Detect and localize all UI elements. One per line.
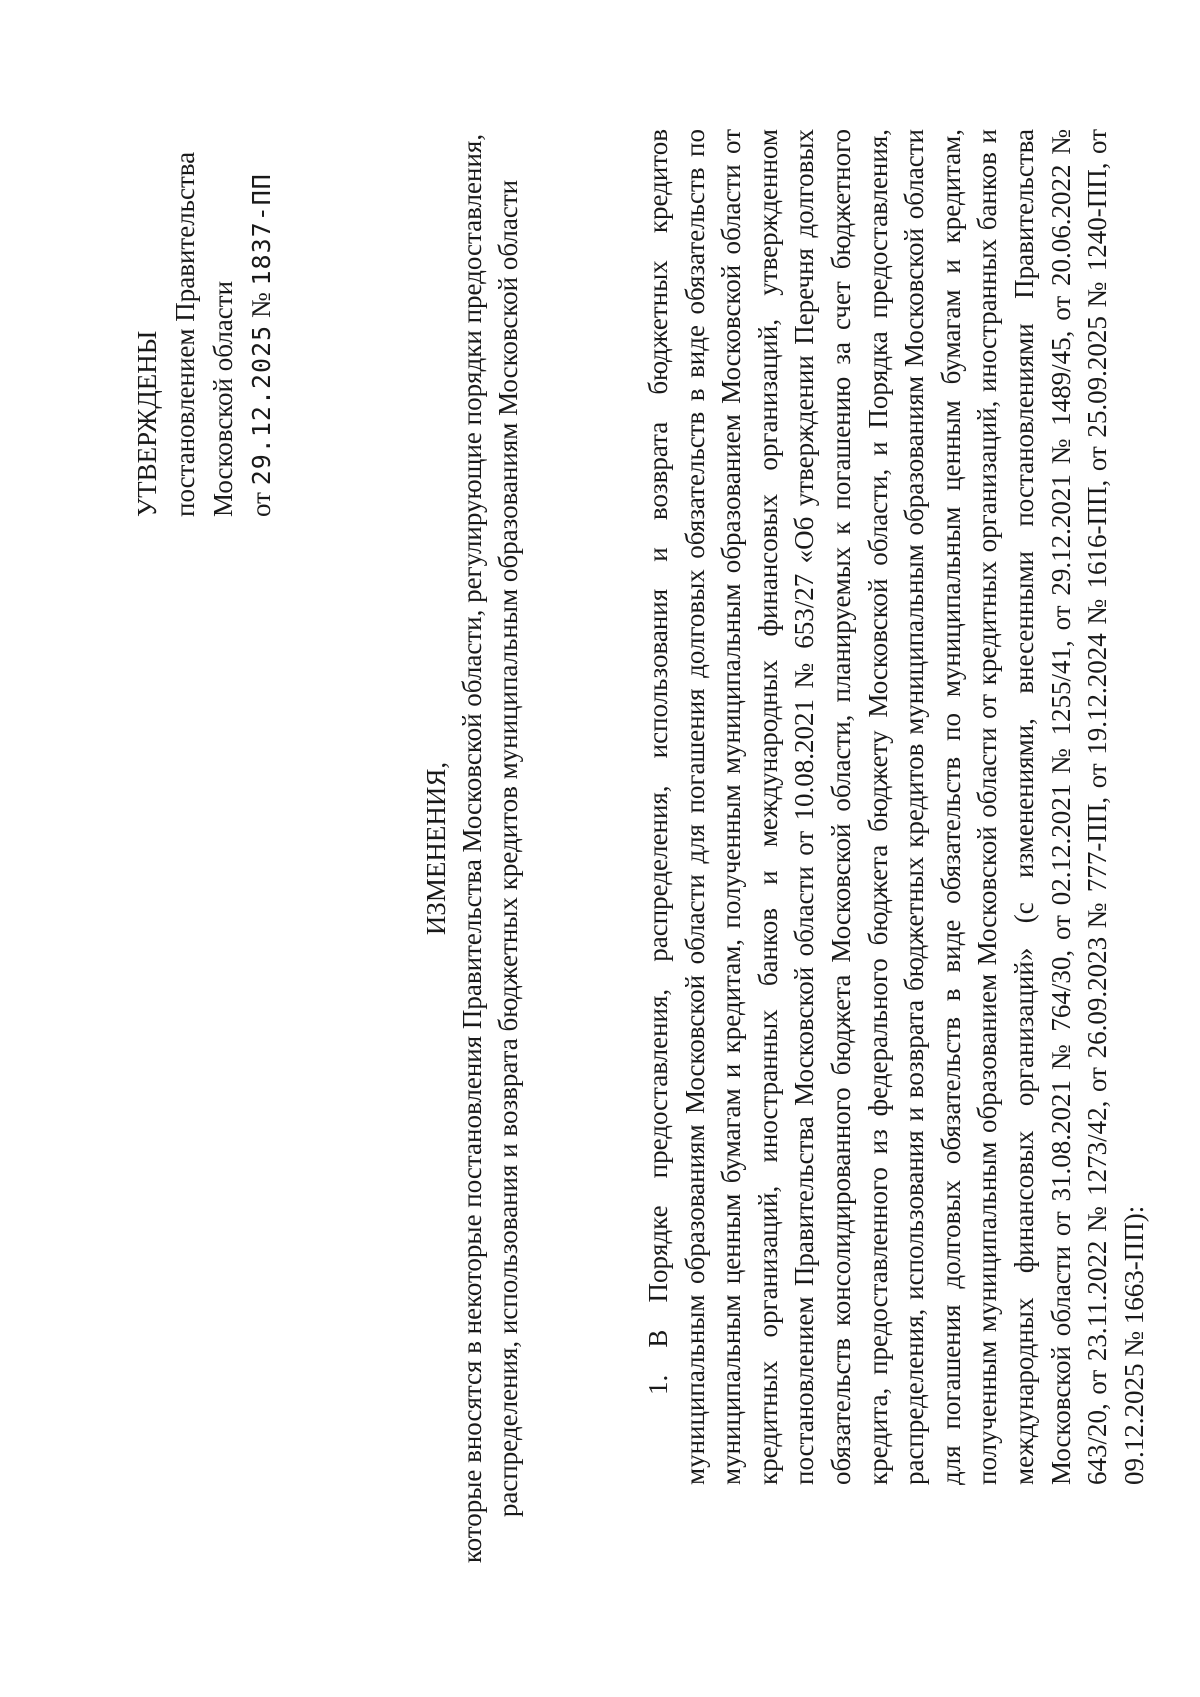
approval-date: 29.12.2025	[247, 324, 276, 486]
approval-date-prefix: от	[246, 492, 276, 517]
document-title-block	[418, 100, 526, 1597]
document-title: ИЗМЕНЕНИЯ,	[421, 761, 451, 936]
approval-region-line: Московской области	[208, 280, 238, 517]
body-paragraph-1: 1. В Порядке предоставления, распределения, использования и возврата бюджетных кредитов муниципальным образованиям Московской области для погашения долговых обязательств в виде обязательств по муниципальным ценным бумагам и кредитам, полученным муниципальным образованием Московской области от кредитных организаций, иностранных банков и международных финансовых организаций, утвержденном постановлением Правительства Московской области от 10.08.2021 № 653/27 «Об утверждении Перечня долговых обязательств консолидированного бюджета Московской области, планируемых к погашению за счет бюджетного кредита, предоставленного из федерального бюджета бюджету Московской области, и Порядка предоставления, распределения, использования и возврата бюджетных кредитов муниципальным образованиям Московской области для погашения долговых обязательств в виде обязательств по муниципальным ценным бумагам и кредитам, полученным муниципальным образованием Московской области от кредитных организаций, иностранных банков и международных финансовых организаций» (с изменениями, внесенными постановлениями Правительства Московской области от 31.08.2021 № 764/30, от 02.12.2021 № 1255/41, от 29.12.2021 № 1489/45, от 20.06.2022 № 643/20, от 23.11.2022 № 1273/42, от 26.09.2023 № 777-ПП, от 19.12.2024 № 1616-ПП, от 25.09.2025 № 1240-ПП, от 09.12.2025 № 1663-ПП):	[643, 129, 1149, 1485]
approval-issuer-line: постановлением Правительства	[170, 151, 200, 517]
approval-heading: УТВЕРЖДЕНЫ	[132, 330, 162, 517]
approval-stamp-block	[128, 47, 281, 517]
document-subtitle-line-2: распределения, использования и возврата бюджетных кредитов муниципальным образованиям Московской области	[493, 179, 523, 1518]
approval-number: 1837-ПП	[247, 173, 276, 286]
document-subtitle-line-1: которые вносятся в некоторые постановления Правительства Московской области, регулирующие порядки предоставления,	[457, 133, 487, 1564]
approval-number-sign: №	[246, 292, 276, 319]
approval-date-line	[242, 47, 281, 517]
